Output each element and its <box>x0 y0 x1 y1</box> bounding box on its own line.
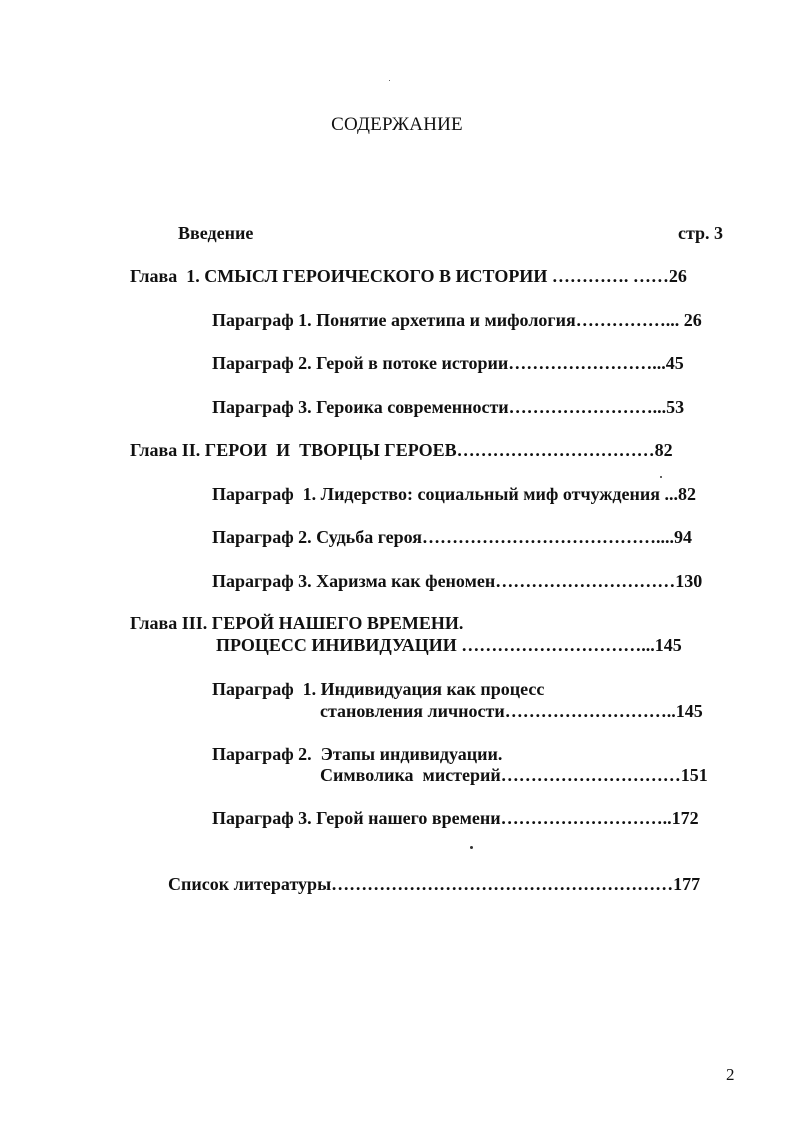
toc-chapter-2-paragraph-2: Параграф 2. Судьба героя…………………………………....94 <box>212 527 693 547</box>
toc-intro-label: Введение <box>178 223 254 243</box>
toc-chapter-3-heading-line-2: ПРОЦЕСС ИНИВИДУАЦИИ …………………………...145 <box>216 635 682 655</box>
toc-chapter-3-paragraph-2-line-2: Символика мистерий…………………………151 <box>320 765 708 785</box>
toc-chapter-3-paragraph-2-line-1: Параграф 2. Этапы индивидуации. <box>212 744 503 764</box>
page-number: 2 <box>726 1065 735 1084</box>
toc-chapter-1-paragraph-1: Параграф 1. Понятие архетипа и мифология……………... 26 <box>212 310 702 330</box>
toc-chapter-3-paragraph-1-line-1: Параграф 1. Индивидуация как процесс <box>212 679 545 699</box>
toc-chapter-2-paragraph-1: Параграф 1. Лидерство: социальный миф отчуждения ...82 <box>212 484 696 504</box>
page-title: СОДЕРЖАНИЕ <box>331 114 463 135</box>
toc-chapter-2-heading: Глава II. ГЕРОИ И ТВОРЦЫ ГЕРОЕВ……………………………82 <box>130 440 673 460</box>
toc-chapter-1-paragraph-3: Параграф 3. Героика современности……………………...53 <box>212 397 685 417</box>
toc-chapter-3-paragraph-1-line-2: становления личности………………………..145 <box>320 701 703 721</box>
scan-speck <box>389 80 390 81</box>
toc-chapter-2-paragraph-3: Параграф 3. Харизма как феномен…………………………130 <box>212 571 703 591</box>
toc-chapter-1-heading: Глава 1. СМЫСЛ ГЕРОИЧЕСКОГО В ИСТОРИИ …………. ……26 <box>130 266 687 286</box>
toc-chapter-3-paragraph-3: Параграф 3. Герой нашего времени………………………..172 <box>212 808 699 828</box>
toc-bibliography: Список литературы…………………………………………………177 <box>168 874 701 894</box>
toc-intro-page: стр. 3 <box>678 223 724 243</box>
toc-chapter-3-heading-line-1: Глава III. ГЕРОЙ НАШЕГО ВРЕМЕНИ. <box>130 613 464 633</box>
toc-chapter-1-paragraph-2: Параграф 2. Герой в потоке истории……………………...45 <box>212 353 684 373</box>
scan-speck <box>470 846 473 849</box>
scan-speck <box>660 476 662 478</box>
